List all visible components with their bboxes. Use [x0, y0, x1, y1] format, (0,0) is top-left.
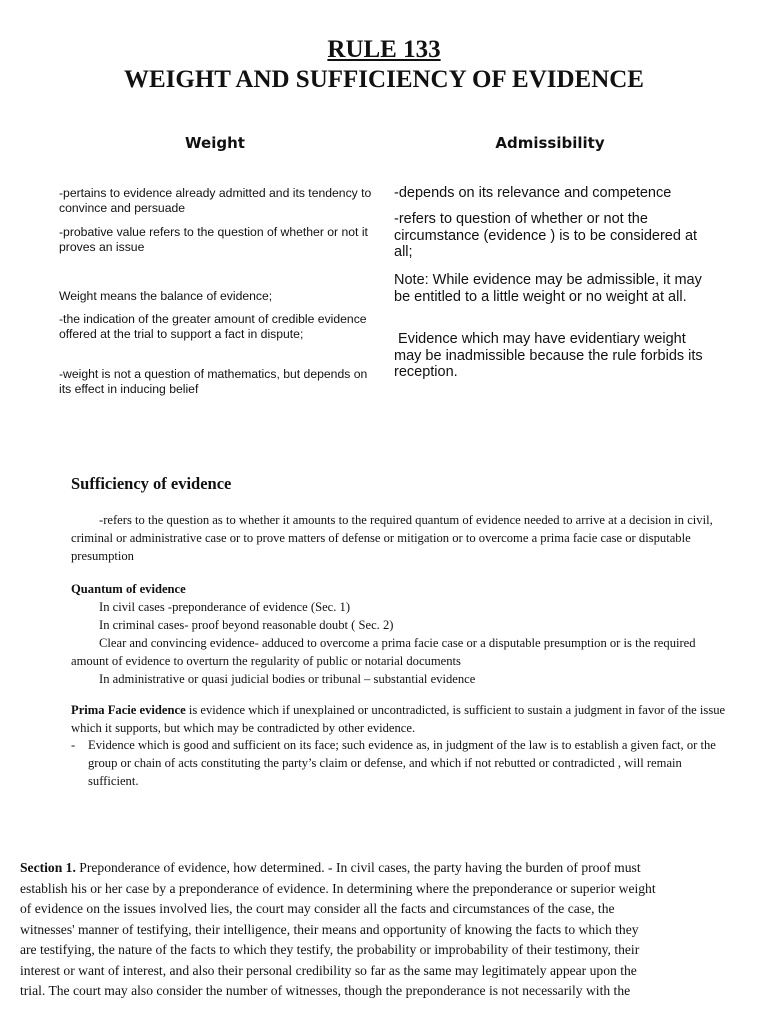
quantum-heading: Quantum of evidence	[71, 582, 186, 596]
prima-facie-bullet-text: Evidence which is good and sufficient on its face; such evidence as, in judgment of the law is to establish a given fact, or the group or chain of acts constituting the party’s claim or defense, and which if not rebutted or contradicted , will remain sufficient.	[88, 738, 716, 788]
section-1-label: Section 1.	[20, 860, 76, 875]
prima-facie-bullet	[71, 736, 731, 790]
sufficiency-heading: Sufficiency of evidence	[71, 474, 232, 493]
section-1-text	[20, 858, 768, 1002]
admissibility-item: -depends on its relevance and competence	[394, 185, 672, 201]
admissibility-heading: Admissibility	[495, 134, 605, 152]
quantum-list	[71, 598, 731, 688]
section-1-line: are testifying, the nature of the facts to which they testify, the probability or improbability of their testimony, their	[20, 942, 640, 957]
rule-subtitle: WEIGHT AND SUFFICIENCY OF EVIDENCE	[124, 66, 644, 93]
section-1-line: witnesses' manner of testifying, their intelligence, their means and opportunity of knowing the facts to which they	[20, 921, 639, 937]
section-1-line: establish his or her case by a preponderance of evidence. In determining where the preponderance or superior weight	[20, 880, 656, 896]
weight-item: -weight is not a question of mathematics, but depends on its effect in inducing belief	[59, 367, 368, 396]
section-1-line: interest or want of interest, and also their personal credibility so far as the same may legitimately appear upon the	[20, 962, 637, 978]
section-1-line: of evidence on the issues involved lies, the court may consider all the facts and circumstances of the case, the	[20, 901, 615, 916]
quantum-line: In administrative or quasi judicial bodies or tribunal – substantial evidence	[99, 672, 476, 686]
quantum-line: In civil cases -preponderance of evidence (Sec. 1)	[99, 600, 351, 614]
bullet-dash: -	[71, 738, 76, 752]
admissibility-item: Evidence which may have evidentiary weight may be inadmissible because the rule forbids its reception.	[394, 331, 707, 380]
quantum-line: Clear and convincing evidence- adduced to overcome a prima facie case or a disputable presumption or is the required amount of evidence to overturn the regularity of public or notarial documents	[71, 636, 696, 668]
prima-facie-definition: is evidence which if unexplained or uncontradicted, is sufficient to sustain a judgment in favor of the issue which it supports, but which may be contradicted by other evidence.	[71, 703, 726, 735]
weight-item: -the indication of the greater amount of credible evidence offered at the trial to support a fact in dispute;	[59, 312, 367, 341]
rule-number-title: RULE 133	[327, 36, 441, 63]
prima-facie-term: Prima Facie evidence	[71, 703, 186, 717]
weight-heading: Weight	[185, 134, 245, 152]
weight-item: Weight means the balance of evidence;	[59, 289, 273, 303]
sufficiency-definition: -refers to the question as to whether it amounts to the required quantum of evidence needed to arrive at a decision in civil, criminal or administrative case or to prove matters of defense or mitigation or to overcome a prima facie case or disputable presumption	[71, 513, 713, 563]
weight-item: -probative value refers to the question of whether or not it proves an issue	[59, 225, 368, 254]
section-1-line: trial. The court may also consider the number of witnesses, though the preponderance is not necessarily with the	[20, 983, 631, 998]
admissibility-item: -refers to question of whether or not the circumstance (evidence ) is to be considered at all;	[394, 211, 698, 260]
weight-item: -pertains to evidence already admitted and its tendency to convince and persuade	[59, 186, 372, 215]
prima-facie-paragraph	[71, 701, 731, 737]
admissibility-item: Note: While evidence may be admissible, it may be entitled to a little weight or no weight at all.	[394, 272, 702, 305]
section-1-line: Section 1. Preponderance of evidence, how determined. - In civil cases, the party having the burden of proof must	[20, 860, 641, 875]
quantum-line: In criminal cases- proof beyond reasonable doubt ( Sec. 2)	[99, 618, 394, 632]
